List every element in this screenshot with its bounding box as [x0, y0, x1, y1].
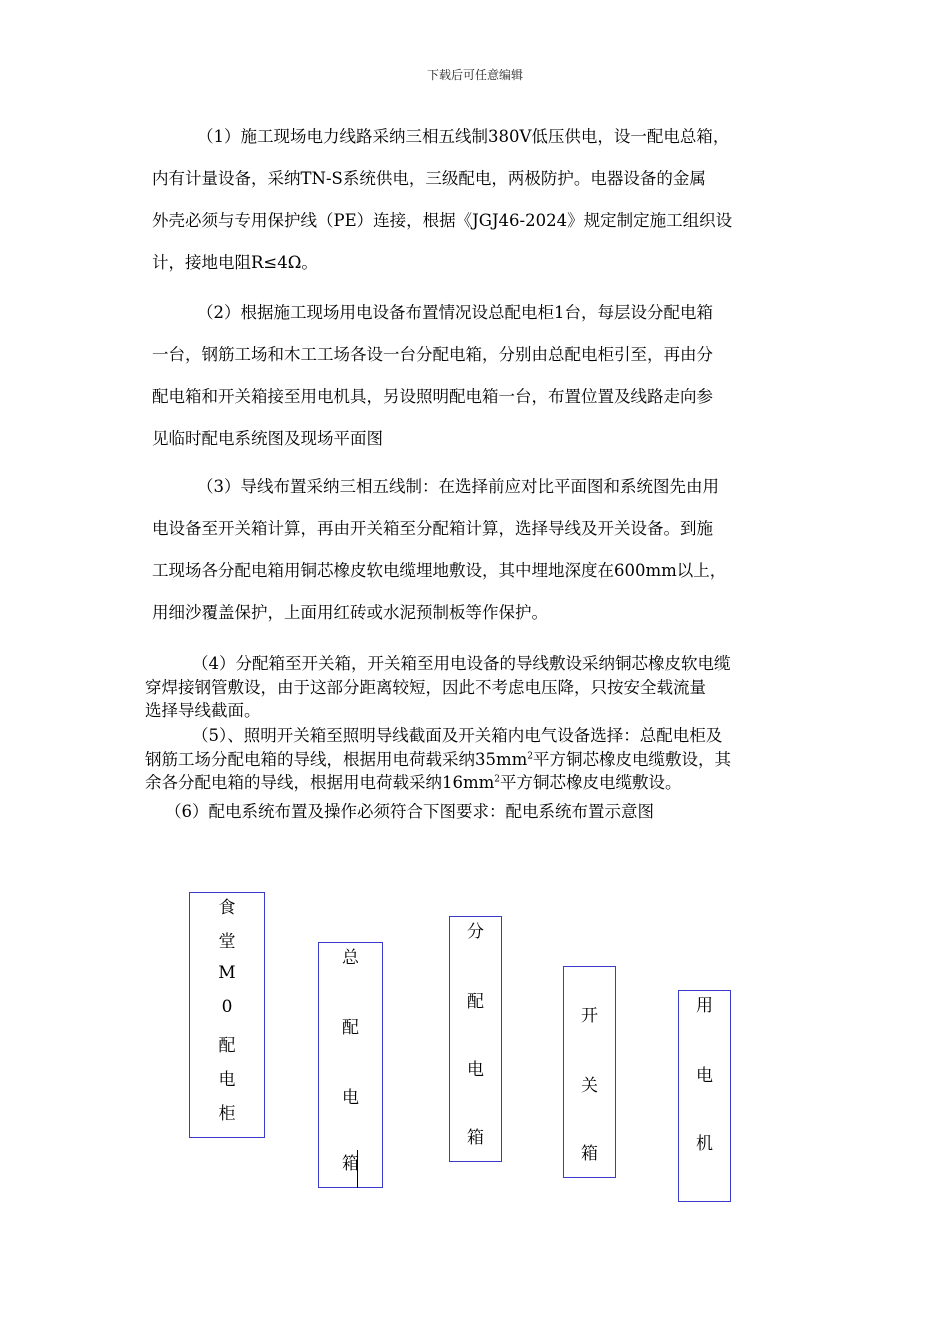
box-char: 箱 — [581, 1144, 598, 1164]
paragraph-line: （1）施工现场电力线路采纳三相五线制380V低压供电，设一配电总箱， — [197, 127, 730, 146]
box-electrical-equipment — [678, 990, 731, 1202]
paragraph-line: 见临时配电系统图及现场平面图 — [152, 429, 383, 448]
box-char: 柜 — [218, 1104, 236, 1124]
paragraph-line: 选择导线截面。 — [145, 701, 261, 720]
paragraph-line: （6）配电系统布置及操作必须符合下图要求：配电系统布置示意图 — [165, 802, 654, 821]
box-char: 箱 — [342, 1154, 359, 1174]
paragraph-line: 钢筋工场分配电箱的导线，根据用电荷载采纳$35mm^2$平方铜芯橡皮电缆敷设，其 — [145, 749, 732, 769]
vertical-marker-line — [357, 1150, 358, 1188]
paragraph-2 — [152, 292, 802, 460]
box-char: 总 — [342, 948, 359, 968]
box-char: 分 — [467, 922, 484, 942]
box-sub-distribution — [449, 916, 502, 1162]
box-char: 电 — [467, 1060, 484, 1080]
paragraph-line: 用细沙覆盖保护，上面用红砖或水泥预制板等作保护。 — [152, 603, 548, 622]
paragraph-line: 电设备至开关箱计算，再由开关箱至分配箱计算，选择导线及开关设备。到施 — [152, 519, 713, 538]
box-char: 配 — [218, 1036, 236, 1056]
box-char: 箱 — [467, 1128, 484, 1148]
paragraph-line: （2）根据施工现场用电设备布置情况设总配电柜1台，每层设分配电箱 — [197, 303, 713, 322]
paragraph-line: 内有计量设备，采纳TN-S系统供电，三级配电，两极防护。电器设备的金属 — [152, 169, 706, 188]
box-char: 用 — [696, 996, 713, 1016]
box-switch-box — [563, 966, 616, 1178]
box-canteen-mo-cabinet — [189, 892, 265, 1138]
paragraph-line: （3）导线布置采纳三相五线制：在选择前应对比平面图和系统图先由用 — [197, 477, 719, 496]
paragraph-1 — [152, 116, 802, 284]
box-main-distribution — [318, 942, 383, 1188]
paragraph-line: （5）、照明开关箱至照明导线截面及开关箱内电气设备选择：总配电柜及 — [192, 726, 723, 745]
paragraph-3 — [152, 466, 802, 634]
paragraph-line: 工现场各分配电箱用铜芯橡皮软电缆埋地敷设，其中埋地深度在600mm以上， — [152, 561, 727, 580]
box-char: 配 — [467, 992, 484, 1012]
box-char: 关 — [581, 1076, 598, 1096]
paragraph-line: 穿焊接钢管敷设，由于这部分距离较短，因此不考虑电压降，只按安全载流量 — [145, 677, 706, 697]
paragraph-5 — [145, 724, 810, 795]
paragraph-line: 一台，钢筋工场和木工工场各设一台分配电箱，分别由总配电柜引至，再由分 — [152, 345, 713, 364]
box-char: 食 — [218, 898, 236, 918]
box-char: M — [218, 963, 236, 983]
box-char: 机 — [696, 1134, 713, 1154]
box-char: 电 — [218, 1070, 236, 1090]
box-char: 开 — [581, 1006, 598, 1026]
paragraph-line: 余各分配电箱的导线，根据用电荷载采纳$16mm^2$平方铜芯橡皮电缆敷设。 — [145, 773, 682, 792]
page-header: 下载后可任意编辑 — [426, 68, 523, 82]
paragraph-line: 配电箱和开关箱接至用电机具，另设照明配电箱一台，布置位置及线路走向参 — [152, 387, 713, 406]
box-char: 电 — [696, 1066, 713, 1086]
box-char: 电 — [342, 1088, 359, 1108]
box-char: 0 — [221, 997, 233, 1017]
box-char: 配 — [342, 1018, 359, 1038]
paragraph-6 — [145, 800, 810, 824]
box-char: 堂 — [218, 932, 236, 952]
paragraph-line: 计，接地电阻R≤4Ω。 — [152, 253, 318, 272]
paragraph-line: （4）分配箱至开关箱，开关箱至用电设备的导线敷设采纳铜芯橡皮软电缆 — [192, 654, 731, 673]
paragraph-4 — [145, 652, 810, 723]
paragraph-line: 外壳必须与专用保护线（PE）连接，根据《JGJ46-2024》规定制定施工组织设 — [152, 211, 733, 230]
